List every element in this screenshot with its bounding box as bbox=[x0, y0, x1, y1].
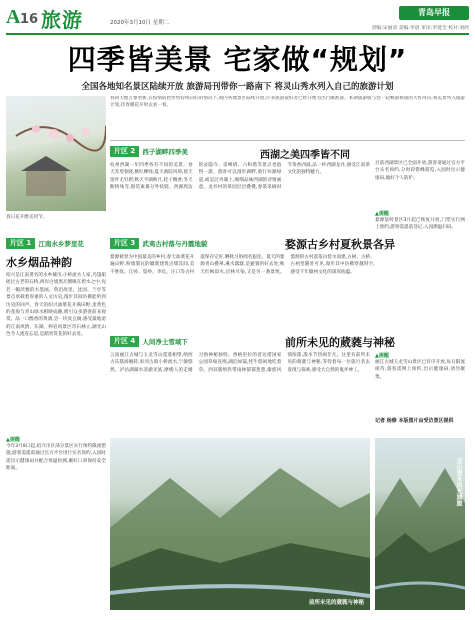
staff-line: 责编:宋丽清 美编:李晨 审读:李建全 校对:刘欣 bbox=[371, 26, 469, 31]
left-photo-caption: 春日花开醉美时节。 bbox=[6, 215, 48, 220]
intro-paragraph: 春回大地万象更新,在疫情防控形势持续向好的情况下,国内各地景区陆续开放,许多旅游爱好者已经开始为出行做准备。本期旅游版与您一起畅游祖国的大好河山,将美景列入旅游计划,待春暖花开时去看一看。 bbox=[110, 96, 465, 108]
page-number: 16 bbox=[20, 12, 39, 27]
section-3-title: 婺源古乡村夏秋景各异 bbox=[285, 238, 395, 251]
page-leaf: A bbox=[6, 6, 21, 28]
right-photo bbox=[375, 438, 465, 610]
section-2-tag-label: 片区 2 bbox=[110, 146, 139, 157]
left-photo bbox=[6, 96, 106, 211]
section-3-body: 婺源被誉为中国最美的乡村,春天油菜花开遍山野,粉墙黛瓦的徽派建筑点缀其间,美不胜收。江岭、篁岭、李坑、汪口等古村落保存完好,晒秋习俗闻名遐迩。夏天的婺源青山叠翠,溪水潺潺,是避暑的好去处;秋天红枫似火,层林尽染,又是另一番景致。婺源的古村落依山傍水而建,古树、古桥、古祠堂随处可见,漫步其中仿佛穿越时空,感受千年徽州文化的深厚底蕴。 bbox=[110, 255, 375, 275]
section-4-tag-label: 片区 4 bbox=[110, 336, 139, 347]
section-2-body: 杭州西湖一年四季各有不同的美景。春天苏堤春晓,桃红柳绿;夏天曲院风荷,接天莲叶无穷碧;秋天平湖秋月,桂子飘香;冬天断桥残雪,银装素裹分外妖娆。西湖周边的灵隐寺、雷峰塔、六和塔等景点也值得一游。游客可以漫步湖畔,骑行环湖绿道,或是泛舟湖上,细细品味西湖的诗情画意。龙井村的茶园层层叠叠,春茶采摘时节茶香四溢,品一杯西湖龙井,感受江南茶文化的独特魅力。 bbox=[110, 163, 370, 191]
note-3-label: ▲提醒 bbox=[375, 211, 389, 217]
issue-date: 2020年3月10日 星期二 bbox=[110, 20, 170, 26]
note-4-label: ▲提醒 bbox=[375, 353, 389, 359]
brand-name: 青岛早报 bbox=[418, 8, 450, 17]
note-1-label: ▲提醒 bbox=[6, 437, 20, 443]
section-1-tag-text: 江南水乡梦里花 bbox=[38, 240, 84, 248]
section-1-body: 绍兴是江南著名的水乡城市,小桥流水人家,乌篷船摇过古老的石桥,两岸白墙黑瓦倒映在碧水之中,宛若一幅淡雅的水墨画。鲁迅故里、沈园、兰亭等景点承载着厚重的人文历史,漫步其间仿佛能听到历史的回声。春天的绍兴油菜花开满田野,金黄色的花海与青山绿水相映成趣,吸引众多游客前来观赏。品一口醇香的黄酒,尝一块臭豆腐,感受最地道的江南风情。东湖、柯岩风景区奇石林立,湖光山色令人流连忘返,是踏青赏花的好去处。 bbox=[6, 273, 106, 338]
section-2-tag bbox=[110, 146, 270, 157]
section-3-tag bbox=[110, 238, 270, 249]
section-1-title: 水乡烟品神韵 bbox=[6, 256, 72, 269]
headline-text: 四季皆美景 宅家做“规划” bbox=[67, 43, 408, 76]
masthead bbox=[6, 4, 469, 34]
note-2 bbox=[375, 160, 465, 243]
section-4-title: 前所未见的葳蕤与神秘 bbox=[285, 336, 395, 349]
section-3-tag-label: 片区 3 bbox=[110, 238, 139, 249]
masthead-divider bbox=[6, 33, 469, 35]
note-4-text: 丽江古城玉龙雪山景区已有序开放,每日限流接待,游客需网上预约,出示健康码,请勿聚集。 bbox=[375, 360, 465, 380]
section-4-tag-text: 人间净土雪域下 bbox=[142, 338, 188, 346]
section-4-body: 云南丽江古城与玉龙雪山遥遥相望,纳西古乐悠扬婉转,束河古镇小桥流水,宁静悠然。泸沽湖湖水清澈见底,摩梭人的走婚习俗神秘独特。香格里拉的普达措国家公园草甸连绵,湖泊如镜,牦牛悠闲地吃着草。西双版纳热带雨林郁郁葱葱,傣族风情浓郁,泼水节热闹非凡。这里有前所未见的葳蕤与神秘,等待着每一位旅行者去发现与探索,感受大自然的鬼斧神工。 bbox=[110, 353, 370, 373]
right-photo-caption: 灵山秀水风光旖旎 bbox=[455, 458, 462, 506]
section-4-tag bbox=[110, 336, 270, 347]
section-3-tag-text: 武夷古村落与丹霞地貌 bbox=[142, 240, 208, 248]
note-3-text: 婺源篁岭景区3月起已恢复开放,门票实行网上预约,游客需提前登记,入园测温扫码。 bbox=[375, 218, 465, 231]
section-1-tag-label: 片区 1 bbox=[6, 238, 35, 249]
section-2-tag-text: 西子湖畔四季美 bbox=[142, 148, 188, 156]
section-2-title: 西湖之美四季皆不同 bbox=[260, 150, 350, 161]
note-1-text: 今年3月8日起,绍兴市区部分景区实行预约限流措施,游客需提前通过官方平台进行实名预约,入园时需出示健康码并配合体温检测,戴好口罩保持安全距离。 bbox=[6, 444, 106, 472]
section-title: 旅游 bbox=[41, 8, 83, 32]
note-4 bbox=[375, 352, 465, 424]
credit-line: 记者 杨修 本版图片由受访景区提供 bbox=[375, 418, 454, 424]
blossom-illustration bbox=[6, 96, 106, 211]
brand-logo bbox=[399, 6, 469, 20]
mountain-illustration bbox=[375, 438, 465, 610]
note-2-text: 目前西湖景区已全面开放,游客请通过官方平台实名预约,分时段错峰游览,入园时出示健康码,做好个人防护。 bbox=[375, 161, 465, 181]
headline bbox=[0, 38, 475, 78]
landscape-illustration bbox=[110, 438, 370, 610]
subheadline: 全国各地知名景区陆续开放 旅游局刊带你一路南下 将灵山秀水列入自己的旅游计划 bbox=[81, 82, 394, 92]
note-1 bbox=[6, 436, 106, 513]
section-1-tag bbox=[6, 238, 106, 249]
bottom-photo-caption: 前所未见的葳蕤与神秘 bbox=[308, 600, 364, 606]
bottom-photo bbox=[110, 438, 370, 610]
section-divider bbox=[110, 140, 465, 141]
